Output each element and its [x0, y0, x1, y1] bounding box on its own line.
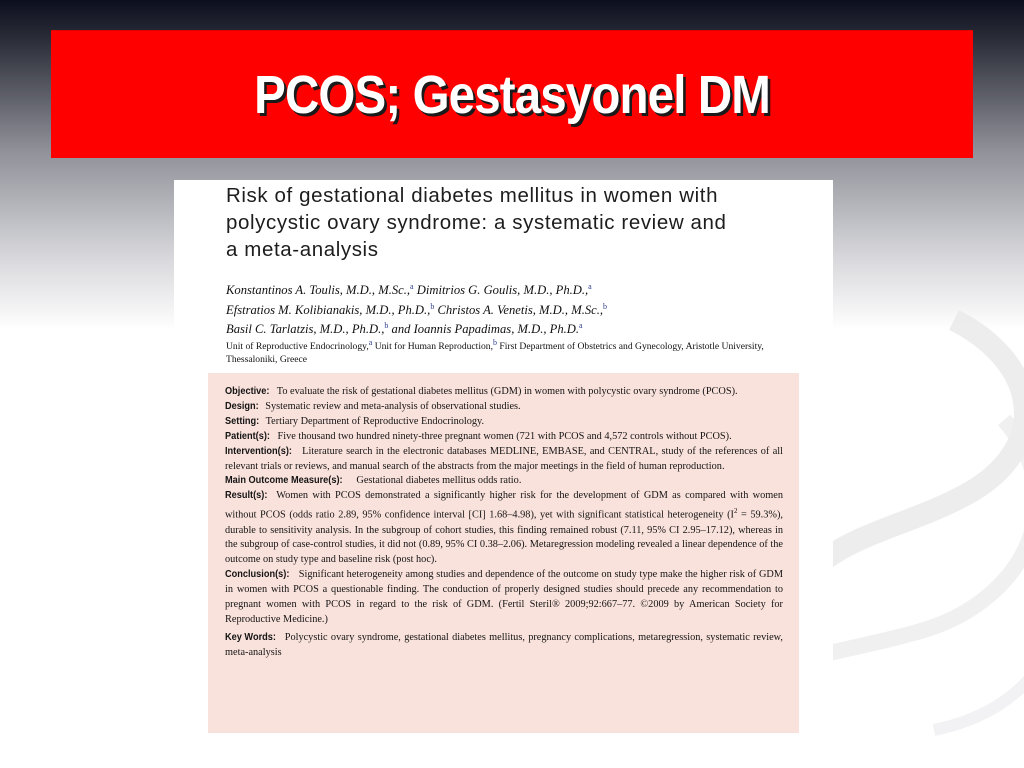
abstract-outcome — [225, 474, 783, 489]
affiliation-mark: b — [493, 338, 498, 347]
results-label: Result(s): — [225, 490, 268, 502]
abstract-design — [225, 400, 783, 415]
author-affiliation-mark: b — [603, 301, 608, 311]
conclusions-text: Significant heterogeneity among studies and dependence of the outcome on study type make the higher risk of GDM in women with PCOS a questionable finding. The conduction of properly designed studies should precede any recommendation to pregnant women with PCOS in regard to the risk of GDM. (Fertil Steril® 2009;92:667–77. ©2009 by American Society for Reproductive Medicine.) — [225, 569, 783, 626]
results-text-continued: = 59.3%), durable to sensitivity analysis. In the subgroup of cohort studies, this finding remained robust (7.11, 95% CI 2.95–17.12), whereas in the subgroup of case-control studies, it did not (0.89, 95% CI 0.38–2.06). Metaregression modeling revealed a linear dependence of the outcome on study type and baseline risk (post hoc). — [225, 509, 783, 566]
design-text: Systematic review and meta-analysis of observational studies. — [265, 400, 521, 412]
affiliation — [226, 336, 786, 366]
affiliation-part: Unit for Human Reproduction, — [374, 341, 494, 353]
outcome-label: Main Outcome Measure(s): — [225, 475, 343, 487]
patients-label: Patient(s): — [225, 430, 270, 442]
abstract-setting — [225, 415, 783, 430]
author-affiliation-mark: b — [384, 321, 389, 331]
author-affiliation-mark: a — [588, 282, 592, 291]
keywords-label: Key Words: — [225, 631, 276, 643]
results-text: Women with PCOS demonstrated a significantly higher risk for the development of GDM as compared with women without PCOS (odds ratio 2.89, 95% confidence interval [CI] 1.68–4.98), yet with significant statistical heterogeneity (I — [225, 490, 783, 521]
abstract-interventions — [225, 445, 783, 475]
paper-title — [226, 182, 786, 263]
author-affiliation-mark: a — [579, 321, 583, 331]
abstract-objective — [225, 385, 783, 400]
author-affiliation-mark: b — [430, 301, 435, 311]
objective-label: Objective: — [225, 386, 270, 397]
interventions-label: Intervention(s): — [225, 445, 292, 457]
keywords-text: Polycystic ovary syndrome, gestational diabetes mellitus, pregnancy complications, metaregression, systematic review, meta-analysis — [225, 631, 783, 658]
abstract-conclusions — [225, 568, 783, 628]
abstract-results — [225, 489, 783, 568]
author-name: Christos A. Venetis, M.D., M.Sc., — [437, 302, 604, 317]
design-label: Design: — [225, 400, 259, 412]
paper-title-line: a meta-analysis — [226, 238, 379, 261]
slide-title: PCOS; Gestasyonel DM — [254, 64, 770, 125]
author-name: Dimitrios G. Goulis, M.D., Ph.D., — [416, 283, 589, 298]
title-bar — [51, 30, 973, 158]
setting-text: Tertiary Department of Reproductive Endocrinology. — [265, 415, 485, 427]
setting-label: Setting: — [225, 415, 260, 427]
author-name: Efstratios M. Kolibianakis, M.D., Ph.D., — [226, 302, 431, 317]
author-name: Konstantinos A. Toulis, M.D., M.Sc., — [226, 283, 411, 298]
affiliation-part: Unit of Reproductive Endocrinology, — [226, 341, 369, 353]
decorative-swirl — [804, 300, 1024, 760]
outcome-text: Gestational diabetes mellitus odds ratio. — [356, 475, 522, 487]
author-name: Basil C. Tarlatzis, M.D., Ph.D., — [226, 322, 385, 337]
patients-text: Five thousand two hundred ninety-three pregnant women (721 with PCOS and 4,572 controls without PCOS). — [277, 430, 732, 442]
conclusions-label: Conclusion(s): — [225, 569, 290, 581]
abstract-box — [208, 373, 799, 733]
objective-text: To evaluate the risk of gestational diabetes mellitus (GDM) in women with polycystic ovary syndrome (PCOS). — [276, 386, 738, 397]
author-name: and Ioannis Papadimas, M.D., Ph.D. — [391, 322, 580, 337]
affiliation-part: First Department of Obstetrics and Gynecology, Aristotle University, Thessaloniki, Greece — [226, 341, 764, 366]
paper-title-line: polycystic ovary syndrome: a systematic review and — [226, 211, 727, 234]
paper-title-line: Risk of gestational diabetes mellitus in women with — [226, 184, 719, 207]
abstract-patients — [225, 430, 783, 445]
interventions-text: Literature search in the electronic databases MEDLINE, EMBASE, and CENTRAL, study of the references of all relevant trials or reviews, and manual search of the abstracts from the major meetings in the field of human reproduction. — [225, 445, 784, 472]
abstract-keywords — [225, 631, 783, 661]
author-list — [226, 279, 786, 338]
author-affiliation-mark: a — [410, 282, 414, 291]
results-superscript: 2 — [733, 507, 738, 516]
affiliation-mark: a — [368, 338, 373, 347]
paper-excerpt — [174, 180, 833, 736]
